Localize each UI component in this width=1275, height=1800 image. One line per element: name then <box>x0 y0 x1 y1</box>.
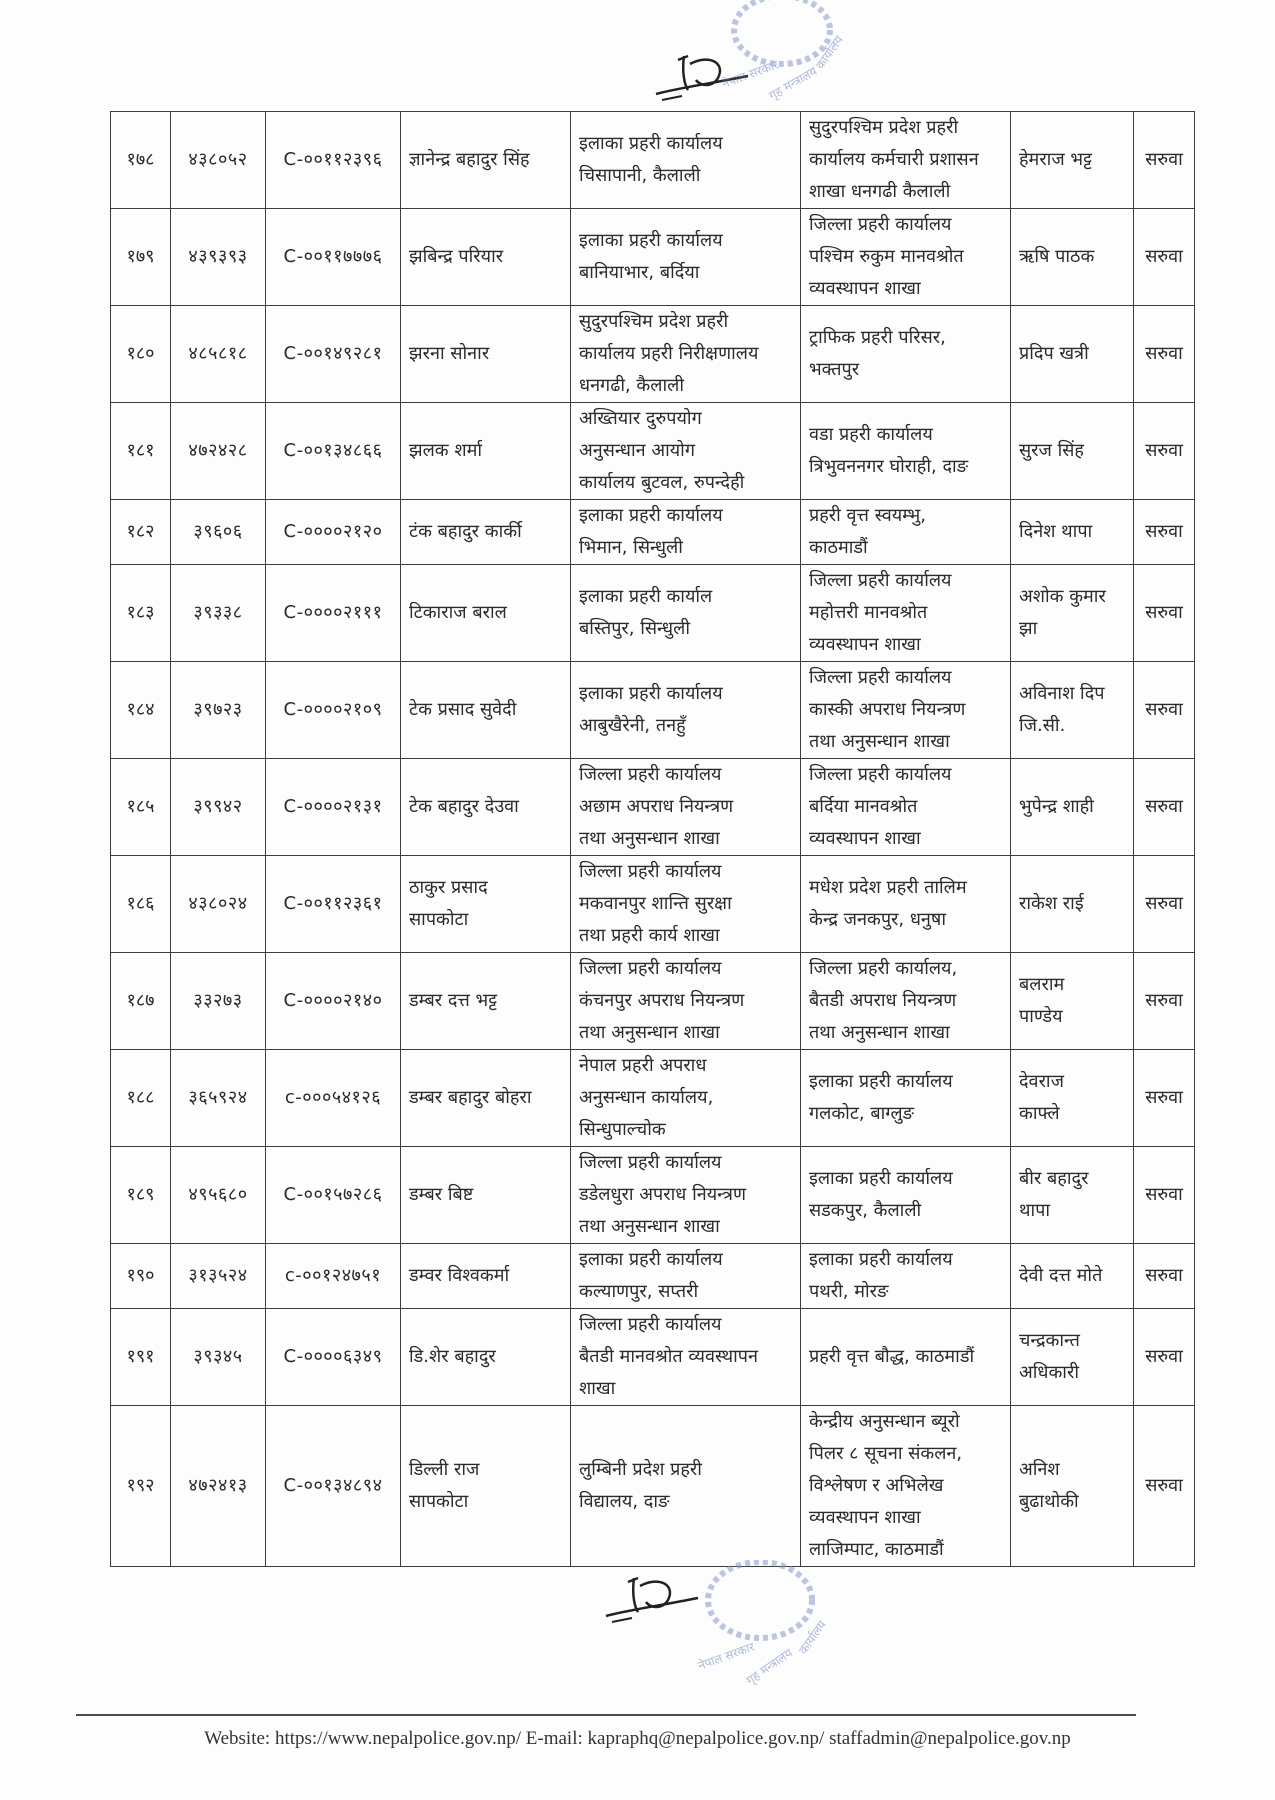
cell-name: डिल्ली राज सापकोटा <box>401 1406 571 1567</box>
cell-serial-number: १७८ <box>111 112 171 209</box>
cell-serial-number: १८७ <box>111 953 171 1050</box>
cell-serial-number: १८२ <box>111 500 171 565</box>
cell-employee-id: ४७२४१३ <box>171 1406 266 1567</box>
cell-code: C-००१३४८६६ <box>266 403 401 500</box>
cell-serial-number: १८१ <box>111 403 171 500</box>
cell-new-office: वडा प्रहरी कार्यालय त्रिभुवननगर घोराही, दाङ <box>801 403 1011 500</box>
cell-replacement: अनिश बुढाथोकी <box>1011 1406 1134 1567</box>
cell-employee-id: ३१३५२४ <box>171 1244 266 1309</box>
stamp-text-1: नेपाल सरकार <box>696 1639 757 1673</box>
cell-current-office: अख्तियार दुरुपयोग अनुसन्धान आयोग कार्यालय बुटवल, रुपन्देही <box>571 403 801 500</box>
table-row <box>111 1050 1195 1147</box>
cell-new-office: इलाका प्रहरी कार्यालय पथरी, मोरङ <box>801 1244 1011 1309</box>
cell-replacement: देवराज काफ्ले <box>1011 1050 1134 1147</box>
cell-name: झबिन्द्र परियार <box>401 209 571 306</box>
cell-replacement: देवी दत्त मोते <box>1011 1244 1134 1309</box>
stamp-text-1: नेपाल सरकार <box>720 57 781 91</box>
cell-employee-id: ४३८०२४ <box>171 856 266 953</box>
cell-employee-id: ४८५८१८ <box>171 306 266 403</box>
cell-new-office: केन्द्रीय अनुसन्धान ब्यूरो पिलर ८ सूचना संकलन, विश्लेषण र अभिलेख व्यवस्थापन शाखा लाजिम्पाट, काठमाडौं <box>801 1406 1011 1567</box>
cell-new-office: जिल्ला प्रहरी कार्यालय पश्चिम रुकुम मानवश्रोत व्यवस्थापन शाखा <box>801 209 1011 306</box>
cell-action: सरुवा <box>1134 403 1195 500</box>
cell-action: सरुवा <box>1134 856 1195 953</box>
cell-name: ठाकुर प्रसाद सापकोटा <box>401 856 571 953</box>
cell-replacement: राकेश राई <box>1011 856 1134 953</box>
stamp-text-2: गृह मन्त्रालय <box>766 64 820 103</box>
cell-employee-id: ३९९४२ <box>171 759 266 856</box>
transfer-table <box>110 111 1195 1567</box>
cell-current-office: इलाका प्रहरी कार्यालय चिसापानी, कैलाली <box>571 112 801 209</box>
cell-replacement: प्रदिप खत्री <box>1011 306 1134 403</box>
table-row <box>111 403 1195 500</box>
cell-action: सरुवा <box>1134 1147 1195 1244</box>
cell-name: टंक बहादुर कार्की <box>401 500 571 565</box>
cell-current-office: सुदुरपश्चिम प्रदेश प्रहरी कार्यालय प्रहरी निरीक्षणालय धनगढी, कैलाली <box>571 306 801 403</box>
cell-employee-id: ३९३४५ <box>171 1309 266 1406</box>
cell-current-office: जिल्ला प्रहरी कार्यालय कंचनपुर अपराध नियन्त्रण तथा अनुसन्धान शाखा <box>571 953 801 1050</box>
cell-action: सरुवा <box>1134 1050 1195 1147</box>
cell-code: C-००००२१११ <box>266 565 401 662</box>
cell-name: टेक प्रसाद सुवेदी <box>401 662 571 759</box>
cell-serial-number: १९१ <box>111 1309 171 1406</box>
cell-action: सरुवा <box>1134 662 1195 759</box>
footer-divider <box>76 1714 1136 1716</box>
cell-new-office: मधेश प्रदेश प्रहरी तालिम केन्द्र जनकपुर, धनुषा <box>801 856 1011 953</box>
cell-new-office: सुदुरपश्चिम प्रदेश प्रहरी कार्यालय कर्मचारी प्रशासन शाखा धनगढी कैलाली <box>801 112 1011 209</box>
cell-serial-number: १८६ <box>111 856 171 953</box>
table-row <box>111 209 1195 306</box>
cell-new-office: जिल्ला प्रहरी कार्यालय, बैतडी अपराध नियन्त्रण तथा अनुसन्धान शाखा <box>801 953 1011 1050</box>
table-row <box>111 112 1195 209</box>
cell-serial-number: १८५ <box>111 759 171 856</box>
cell-employee-id: ४७२४२८ <box>171 403 266 500</box>
cell-employee-id: ३९७२३ <box>171 662 266 759</box>
cell-new-office: जिल्ला प्रहरी कार्यालय बर्दिया मानवश्रोत व्यवस्थापन शाखा <box>801 759 1011 856</box>
table-row <box>111 500 1195 565</box>
table-row <box>111 565 1195 662</box>
cell-current-office: इलाका प्रहरी कार्यालय भिमान, सिन्धुली <box>571 500 801 565</box>
cell-current-office: इलाका प्रहरी कार्यालय कल्याणपुर, सप्तरी <box>571 1244 801 1309</box>
cell-replacement: हेमराज भट्ट <box>1011 112 1134 209</box>
cell-action: सरुवा <box>1134 1244 1195 1309</box>
cell-code: C-००११२३९६ <box>266 112 401 209</box>
cell-current-office: लुम्बिनी प्रदेश प्रहरी विद्यालय, दाङ <box>571 1406 801 1567</box>
cell-new-office: इलाका प्रहरी कार्यालय गलकोट, बाग्लुङ <box>801 1050 1011 1147</box>
cell-current-office: इलाका प्रहरी कार्याल बस्तिपुर, सिन्धुली <box>571 565 801 662</box>
cell-action: सरुवा <box>1134 1309 1195 1406</box>
cell-replacement: अशोक कुमार झा <box>1011 565 1134 662</box>
cell-replacement: दिनेश थापा <box>1011 500 1134 565</box>
cell-action: सरुवा <box>1134 306 1195 403</box>
cell-new-office: जिल्ला प्रहरी कार्यालय कास्की अपराध नियन्त्रण तथा अनुसन्धान शाखा <box>801 662 1011 759</box>
footer-contact: Website: https://www.nepalpolice.gov.np/ E-mail: kapraphq@nepalpolice.gov.np/ staffadmin@nepalpolice.gov.np <box>204 1728 1071 1749</box>
cell-name: डम्बर दत्त भट्ट <box>401 953 571 1050</box>
cell-employee-id: ४३८०५२ <box>171 112 266 209</box>
cell-employee-id: ३६५९२४ <box>171 1050 266 1147</box>
cell-action: सरुवा <box>1134 1406 1195 1567</box>
cell-employee-id: ४९५६८० <box>171 1147 266 1244</box>
table-row <box>111 759 1195 856</box>
cell-action: सरुवा <box>1134 209 1195 306</box>
cell-replacement: चन्द्रकान्त अधिकारी <box>1011 1309 1134 1406</box>
cell-employee-id: ३३२७३ <box>171 953 266 1050</box>
table-row <box>111 1309 1195 1406</box>
cell-current-office: जिल्ला प्रहरी कार्यालय अछाम अपराध नियन्त्रण तथा अनुसन्धान शाखा <box>571 759 801 856</box>
cell-action: सरुवा <box>1134 112 1195 209</box>
cell-replacement: ऋषि पाठक <box>1011 209 1134 306</box>
table-row <box>111 1244 1195 1309</box>
cell-replacement: बलराम पाण्डेय <box>1011 953 1134 1050</box>
cell-current-office: इलाका प्रहरी कार्यालय आबुखैरेनी, तनहुँ <box>571 662 801 759</box>
cell-serial-number: १८३ <box>111 565 171 662</box>
cell-replacement: अविनाश दिप जि.सी. <box>1011 662 1134 759</box>
cell-current-office: जिल्ला प्रहरी कार्यालय बैतडी मानवश्रोत व्यवस्थापन शाखा <box>571 1309 801 1406</box>
cell-serial-number: १९२ <box>111 1406 171 1567</box>
cell-new-office: जिल्ला प्रहरी कार्यालय महोत्तरी मानवश्रोत व्यवस्थापन शाखा <box>801 565 1011 662</box>
cell-code: c-००१२४७५१ <box>266 1244 401 1309</box>
official-stamp-icon <box>680 1560 870 1700</box>
cell-employee-id: ४३९३९३ <box>171 209 266 306</box>
cell-name: टेक बहादुर देउवा <box>401 759 571 856</box>
table-row <box>111 856 1195 953</box>
official-stamp-icon <box>712 0 882 120</box>
cell-name: झरना सोनार <box>401 306 571 403</box>
cell-code: C-००११२३६१ <box>266 856 401 953</box>
cell-action: सरुवा <box>1134 953 1195 1050</box>
table-row <box>111 306 1195 403</box>
cell-current-office: नेपाल प्रहरी अपराध अनुसन्धान कार्यालय, सिन्धुपाल्चोक <box>571 1050 801 1147</box>
cell-serial-number: १८० <box>111 306 171 403</box>
cell-code: C-००००२१४० <box>266 953 401 1050</box>
cell-action: सरुवा <box>1134 500 1195 565</box>
table-row <box>111 662 1195 759</box>
stamp-text-3: कार्यालय <box>795 1617 829 1657</box>
cell-current-office: जिल्ला प्रहरी कार्यालय डडेलधुरा अपराध नियन्त्रण तथा अनुसन्धान शाखा <box>571 1147 801 1244</box>
cell-code: C-००००६३४९ <box>266 1309 401 1406</box>
cell-name: डि.शेर बहादुर <box>401 1309 571 1406</box>
cell-code: C-००००२१३१ <box>266 759 401 856</box>
cell-name: डम्बर बिष्ट <box>401 1147 571 1244</box>
cell-action: सरुवा <box>1134 565 1195 662</box>
table-row <box>111 1147 1195 1244</box>
cell-code: C-००००२१२० <box>266 500 401 565</box>
cell-code: C-००१५७२८६ <box>266 1147 401 1244</box>
cell-name: ज्ञानेन्द्र बहादुर सिंह <box>401 112 571 209</box>
cell-code: c-०००५४१२६ <box>266 1050 401 1147</box>
cell-replacement: सुरज सिंह <box>1011 403 1134 500</box>
cell-name: डम्वर विश्वकर्मा <box>401 1244 571 1309</box>
cell-new-office: प्रहरी वृत्त स्वयम्भु, काठमाडौं <box>801 500 1011 565</box>
cell-serial-number: १८९ <box>111 1147 171 1244</box>
cell-name: डम्बर बहादुर बोहरा <box>401 1050 571 1147</box>
cell-serial-number: १९० <box>111 1244 171 1309</box>
stamp-text-3: कार्यालय <box>812 32 846 72</box>
table-body <box>111 112 1195 1567</box>
cell-new-office: इलाका प्रहरी कार्यालय सडकपुर, कैलाली <box>801 1147 1011 1244</box>
cell-replacement: भुपेन्द्र शाही <box>1011 759 1134 856</box>
cell-code: C-००१४९२८१ <box>266 306 401 403</box>
cell-action: सरुवा <box>1134 759 1195 856</box>
cell-current-office: जिल्ला प्रहरी कार्यालय मकवानपुर शान्ति सुरक्षा तथा प्रहरी कार्य शाखा <box>571 856 801 953</box>
cell-replacement: बीर बहादुर थापा <box>1011 1147 1134 1244</box>
cell-serial-number: १८४ <box>111 662 171 759</box>
cell-employee-id: ३९६०६ <box>171 500 266 565</box>
stamp-text-2: गृह मन्त्रालय <box>743 1645 796 1688</box>
cell-code: C-००११७७७६ <box>266 209 401 306</box>
cell-name: टिकाराज बराल <box>401 565 571 662</box>
cell-new-office: प्रहरी वृत्त बौद्ध, काठमाडौं <box>801 1309 1011 1406</box>
cell-new-office: ट्राफिक प्रहरी परिसर, भक्तपुर <box>801 306 1011 403</box>
cell-name: झलक शर्मा <box>401 403 571 500</box>
cell-serial-number: १८८ <box>111 1050 171 1147</box>
table-row <box>111 953 1195 1050</box>
cell-current-office: इलाका प्रहरी कार्यालय बानियाभार, बर्दिया <box>571 209 801 306</box>
table-row <box>111 1406 1195 1567</box>
cell-code: C-००१३४८९४ <box>266 1406 401 1567</box>
cell-serial-number: १७९ <box>111 209 171 306</box>
cell-employee-id: ३९३३८ <box>171 565 266 662</box>
cell-code: C-००००२१०९ <box>266 662 401 759</box>
